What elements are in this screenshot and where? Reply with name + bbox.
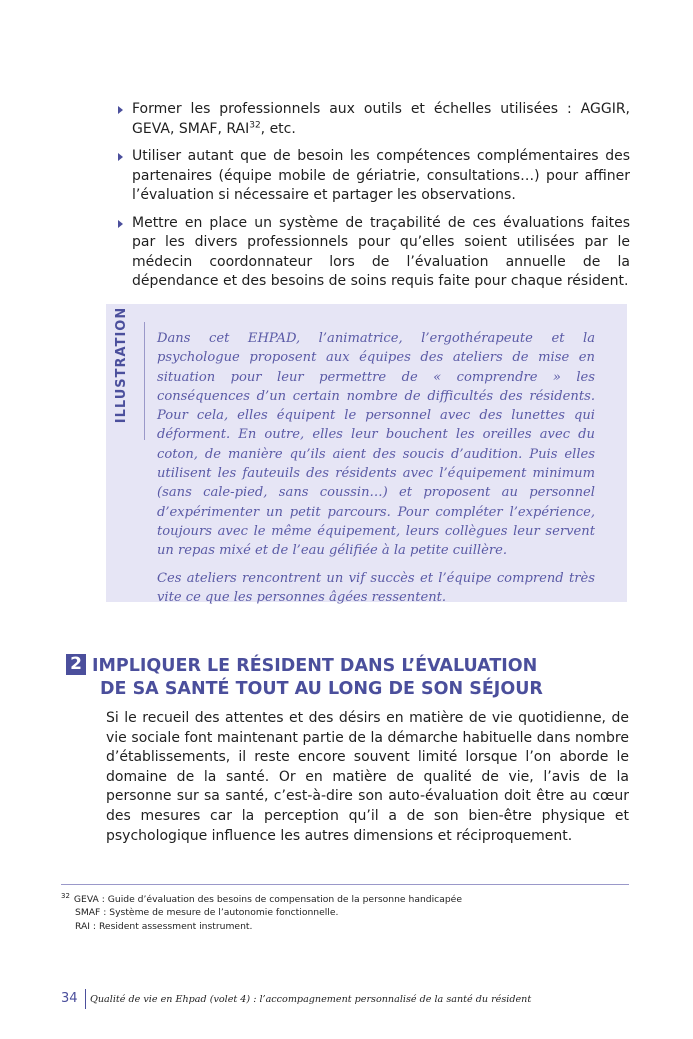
bullet-item — [116, 147, 630, 206]
footnotes — [61, 893, 629, 933]
illustration-divider — [144, 322, 145, 440]
section-title-line: IMPLIQUER LE RÉSIDENT DANS L’ÉVALUATION — [92, 656, 538, 676]
footer-divider — [85, 989, 86, 1009]
bullet-arrow-icon — [118, 220, 123, 228]
illustration-paragraph: Ces ateliers rencontrent un vif succès et l’équipe comprend très vite ce que les personnes âgées ressentent. — [157, 570, 595, 605]
footer-title: Qualité de vie en Ehpad (volet 4) : l’accompagnement personnalisé de la santé du résident — [90, 994, 532, 1005]
bullet-arrow-icon — [118, 106, 123, 114]
page-number: 34 — [61, 991, 78, 1006]
bullet-text: Mettre en place un système de traçabilité de ces évaluations faites par les divers professionnels pour qu’elles soient utilisées par le médecin coordonnateur lors de l’évaluation annuelle de la dépendance et des besoins de soins requis faite pour chaque résident. — [132, 214, 630, 289]
bullet-item — [116, 100, 630, 139]
footnote-line: RAI : Resident assessment instrument. — [75, 920, 253, 932]
illustration-label: ILLUSTRATION — [114, 306, 129, 424]
section-body: Si le recueil des attentes et des désirs en matière de vie quotidienne, de vie sociale font maintenant partie de la démarche habituelle dans nombre d’établissements, il reste encore souvent limité lorsque l’on aborde le domaine de la santé. Or en matière de qualité de vie, l’avis de la personne sur sa santé, c’est-à-dire son auto-évaluation doit être au cœur des mesures car la perception qu’il a de son bien-être physique et psychologique influence les autres dimensions et réciproquement. — [106, 710, 629, 844]
illustration-text — [157, 329, 595, 615]
illustration-box — [106, 304, 627, 605]
bullet-text: Former les professionnels aux outils et échelles utilisées : AGGIR, GEVA, SMAF, RAI — [132, 101, 630, 137]
footnote-number: 32 — [61, 891, 70, 900]
bullet-text-end: , etc. — [260, 120, 296, 137]
bullet-item — [116, 214, 630, 292]
section-title-line: DE SA SANTÉ TOUT AU LONG DE SON SÉJOUR — [100, 679, 543, 699]
illustration-paragraph: Dans cet EHPAD, l’animatrice, l’ergothérapeute et la psychologue proposent aux équipes des ateliers de mise en situation pour leur permettre de « comprendre » les conséquences d’un certain nombre de difficultés des résidents. Pour cela, elles équipent le personnel avec des lunettes qui déforment. En outre, elles leur bouchent les oreilles avec du coton, de manière qu’ils aient des soucis d’audition. Puis elles utilisent les fauteuils des résidents avec l’équipement minimum (sans cale-pied, sans coussin…) et proposent au personnel d’expérimenter un petit parcours. Pour compléter l’expérience, toujours avec le même équipement, leurs collègues leur servent un repas mixé et de l’eau gélifiée à la petite cuillère. — [157, 331, 595, 559]
bullet-arrow-icon — [118, 153, 123, 161]
footnote-text: GEVA : Guide d’évaluation des besoins de compensation de la personne handicapée — [73, 894, 462, 905]
bullet-list — [116, 100, 630, 300]
section-number-badge: 2 — [66, 654, 86, 675]
bullet-text: Utiliser autant que de besoin les compétences complémentaires des partenaires (équipe mobile de gériatrie, consultations…) pour affiner l’évaluation si nécessaire et partager les observations. — [132, 148, 630, 203]
footnote-line: SMAF : Système de mesure de l’autonomie fonctionnelle. — [75, 907, 339, 919]
footnote-line — [61, 893, 629, 906]
section-title — [92, 655, 612, 701]
footnote-divider — [61, 884, 629, 885]
footnote-ref: 32 — [249, 119, 261, 130]
